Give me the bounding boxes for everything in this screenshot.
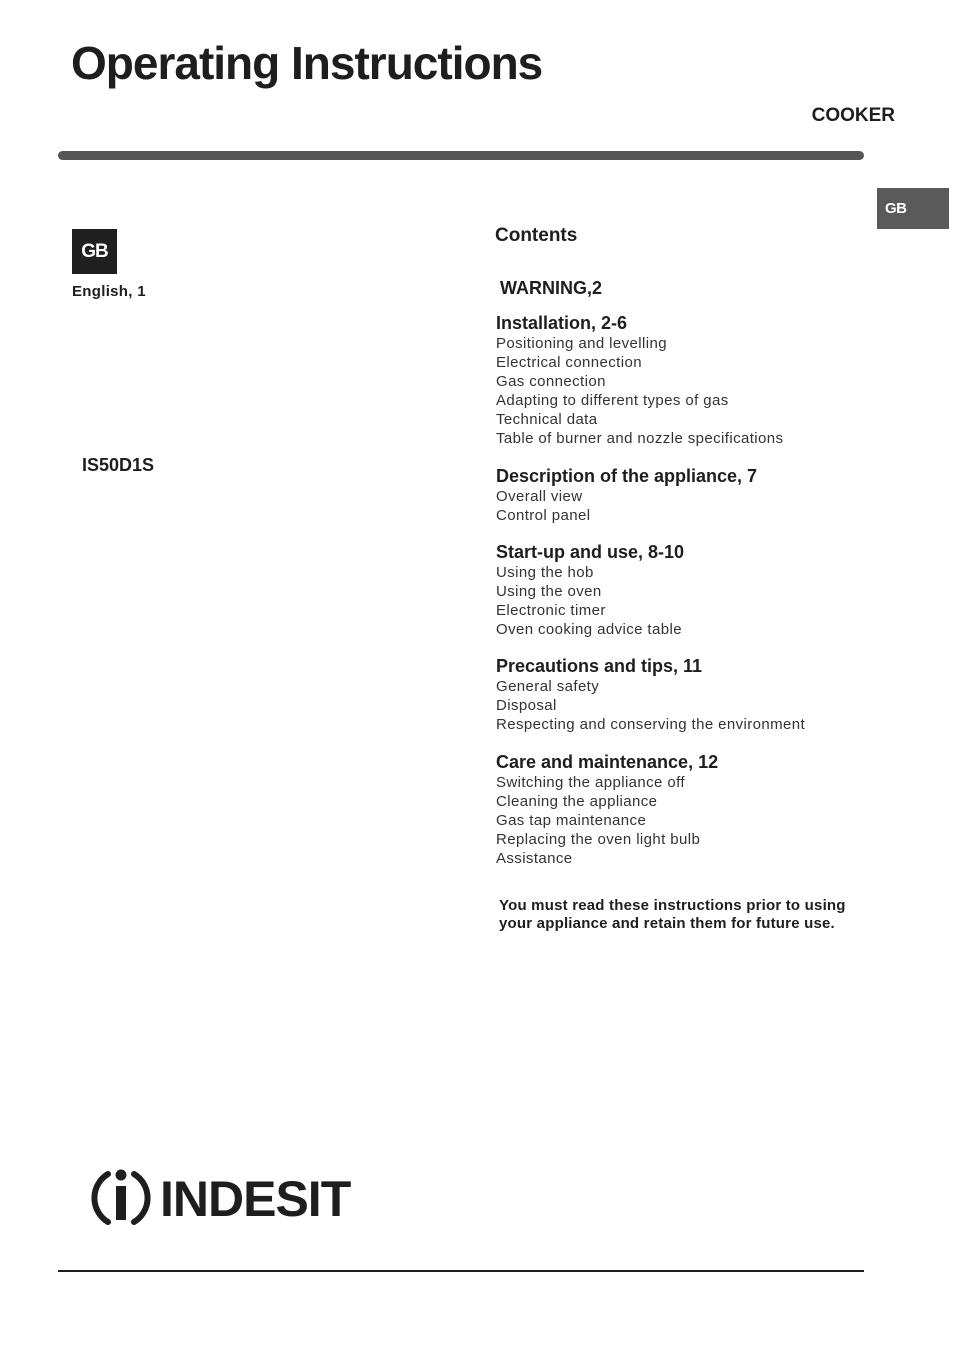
toc-item[interactable]: Electrical connection (496, 354, 642, 371)
brand-wordmark: INDESIT (160, 1171, 351, 1227)
toc-item[interactable]: Electronic timer (496, 602, 606, 619)
toc-item[interactable]: Using the oven (496, 583, 602, 600)
toc-item[interactable]: Respecting and conserving the environment (496, 716, 806, 733)
language-badge: GB (72, 229, 117, 274)
toc-section-title[interactable]: Precautions and tips, 11 (496, 656, 703, 676)
toc-item[interactable]: Gas tap maintenance (496, 812, 647, 829)
toc-section-description (496, 465, 856, 525)
toc-section-title[interactable]: Start-up and use, 8-10 (496, 542, 685, 562)
header-divider (58, 151, 864, 160)
toc-item[interactable]: General safety (496, 678, 600, 695)
language-side-tab[interactable]: GB (877, 188, 949, 229)
toc-section-installation (496, 312, 856, 448)
read-instructions-notice: You must read these instructions prior to using your appliance and retain them for future use. (499, 897, 846, 932)
toc-section-title[interactable]: Description of the appliance, 7 (496, 466, 758, 486)
toc-item[interactable]: Adapting to different types of gas (496, 392, 729, 409)
toc-item[interactable]: Replacing the oven light bulb (496, 831, 701, 848)
toc-item[interactable]: Positioning and levelling (496, 335, 667, 352)
contents-heading: Contents (495, 225, 578, 246)
model-number: IS50D1S (82, 455, 155, 475)
toc-item[interactable]: Gas connection (496, 373, 606, 390)
toc-item[interactable]: Technical data (496, 411, 598, 428)
toc-warning[interactable]: WARNING,2 (500, 278, 603, 298)
toc-item[interactable]: Cleaning the appliance (496, 793, 658, 810)
toc-section-precautions (496, 655, 856, 734)
language-label: English, 1 (72, 283, 146, 300)
indesit-logo-icon (88, 1166, 154, 1230)
toc-item[interactable]: Switching the appliance off (496, 774, 685, 791)
toc-item[interactable]: Overall view (496, 488, 583, 505)
footer-divider (58, 1270, 864, 1272)
toc-section-care (496, 751, 856, 868)
toc-item[interactable]: Oven cooking advice table (496, 621, 682, 638)
toc-item[interactable]: Control panel (496, 507, 591, 524)
product-type: COOKER (811, 105, 895, 126)
toc-section-startup (496, 541, 856, 639)
toc-section-title[interactable]: Care and maintenance, 12 (496, 752, 719, 772)
page-title: Operating Instructions (71, 37, 543, 89)
toc-item[interactable]: Using the hob (496, 564, 594, 581)
toc-item[interactable]: Table of burner and nozzle specifications (496, 430, 784, 447)
toc-section-title[interactable]: Installation, 2-6 (496, 313, 628, 333)
toc-item[interactable]: Assistance (496, 850, 573, 867)
toc-item[interactable]: Disposal (496, 697, 557, 714)
